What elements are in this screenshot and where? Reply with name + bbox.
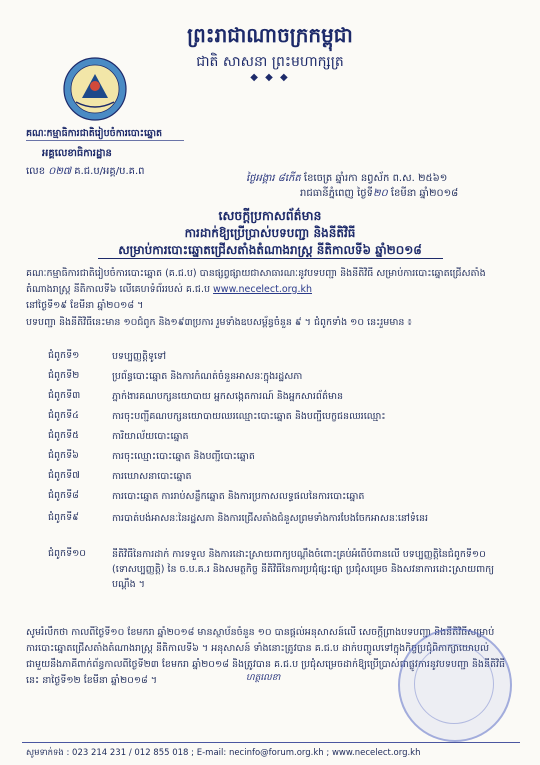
paragraph-2: បទបញ្ជា និងនីតិវិធីនេះមាន ១០ជំពូក និង១៩៣ប្រការ រួមទាំងឧបសម្ព័ន្ធចំនួន ៩ ។ ជំពូកទាំង ១០ នេះរួមមាន ៖ (26, 317, 412, 328)
ornament-divider: ◆ ◆ ◆ (250, 72, 290, 83)
contact-footer: សូមទាក់ទង : 023 214 231 / 012 855 018 ; E-mail: necinfo@forum.org.kh ; www.necelect.org.kh (26, 748, 421, 758)
footer-divider (22, 742, 520, 743)
chapter-item: ជំពូកទី១០ នីតិវិធីនៃការដាក់ ការទទួល និងការដោះស្រាយពាក្យបណ្តឹងចំពោះគ្រប់អំពើបំពានលើ បទប្បញ្ញត្តិនៃជំពូកទី១០ (ទោសប្បញ្ញត្តិ) នៃ ច.ប.គ.រ និងសមត្ថកិច្ច នីតិវិធីនៃការប្រជុំផ្សះផ្សា ប្រជុំសម្រេច និងសវនាការដោះស្រាយពាក្យបណ្តឹង ។ (48, 548, 495, 590)
paragraph-1-date: នៅថ្ងៃទី១៩ ខែមីនា ឆ្នាំ២០១៨ ។ (26, 300, 144, 311)
kingdom-heading: ព្រះរាជាណាចក្រកម្ពុជា (187, 23, 353, 47)
official-seal-stamp (398, 628, 512, 742)
solar-date-prefix: រាជធានីភ្នំពេញ ថ្ងៃទី (300, 188, 374, 199)
website-link[interactable]: www.necelect.org.kh (213, 284, 312, 295)
paragraph-3: សូមរំលឹកថា កាលពីថ្ងៃទី១០ ខែមករា ឆ្នាំ២០១៨ មានស្ថាប័នចំនួន ១០ បានផ្តល់អនុសាសន៍លើ សេចក្តីព្រាងបទបញ្ជា និងនីតិវិធីសម្រាប់ការបោះឆ្នោតជ្រើសតាំងតំណាងរាស្ត្រ នីតិកាលទី៦ ។ អនុសាសន៍ ទាំងនោះត្រូវបាន គ.ជ.ប ដាក់បញ្ចូលទៅក្នុងកិច្ចប្រជុំពិភាក្សាយោបល់ជាមួយនឹងភាគីពាក់ព័ន្ធកាលពីថ្ងៃទី២៣ ខែមករា ឆ្នាំ២០១៨ និងត្រូវបាន គ.ជ.ប ប្រជុំសម្រេចដាក់ឱ្យប្រើប្រាស់ជាផ្លូវការនូវបទបញ្ជា និងនីតិវិធីនេះ នាថ្ងៃទី១២ ខែមីនា ឆ្នាំ២០១៨ ។ (26, 627, 506, 686)
chapter-item: ជំពូកទី៤ ការចុះបញ្ជីគណបក្សនយោបាយឈរឈ្មោះបោះឆ្នោត និងបញ្ជីបេក្ខជនឈរឈ្មោះ (48, 410, 386, 422)
title-line-1: សេចក្តីប្រកាសព័ត៌មាន (218, 208, 322, 223)
solar-date (300, 186, 458, 201)
lunar-date-printed: ខែចេត្រ ឆ្នាំរកា នព្វស័ក ព.ស. ២៥៦១ (303, 173, 448, 184)
chapter-item: ជំពូកទី៨ ការបោះឆ្នោត ការរាប់សន្លឹកឆ្នោត និងការប្រកាសលទ្ធផលនៃការបោះឆ្នោត (48, 490, 365, 502)
chapter-list (48, 349, 508, 597)
chapter-item: ជំពូកទី៩ ការបាត់បង់អាសនៈនៃរដ្ឋសភា និងការជ្រើសតាំងជំនួសព្រមទាំងការបែងចែកអាសនៈនៅទំនេរ (48, 512, 428, 524)
org-divider (26, 140, 184, 141)
lunar-date-handwritten: ថ្ងៃអង្គារ ៨កើត (246, 173, 301, 184)
ref-suffix: គ.ជ.ប/អគ្គ/ប.គ.ព (74, 166, 145, 177)
title-line-3: សម្រាប់ការបោះឆ្នោតជ្រើសតាំងតំណាងរាស្ត្រ នីតិកាលទី៦ ឆ្នាំ២០១៨ (118, 243, 422, 257)
seal-inner-ring (414, 644, 494, 724)
lunar-date (246, 171, 447, 186)
ref-prefix: លេខ (26, 166, 46, 177)
title-line-2: ការដាក់ឱ្យប្រើប្រាស់បទបញ្ជា និងនីតិវិធី (184, 226, 356, 240)
chapter-item: ជំពូកទី៦ ការចុះឈ្មោះបោះឆ្នោត និងបញ្ជីបោះឆ្នោត (48, 450, 255, 462)
paragraph-1 (26, 266, 506, 314)
chapter-item: ជំពូកទី៥ ការិយាល័យបោះឆ្នោត (48, 430, 189, 442)
chapter-item: ជំពូកទី៧ ការឃោសនាបោះឆ្នោត (48, 470, 192, 482)
signature-mark: ហត្ថលេខា (246, 673, 281, 683)
national-motto: ជាតិ សាសនា ព្រះមហាក្សត្រ (196, 54, 344, 70)
ref-number-handwritten: ០២៧ (48, 166, 72, 177)
paragraph-1-text: គណៈកម្មាធិការជាតិរៀបចំការបោះឆ្នោត (គ.ជ.ប) បានផ្សព្វផ្សាយជាសាធារណៈនូវបទបញ្ជា និងនីតិវិធី សម្រាប់ការបោះឆ្នោតជ្រើសតាំងតំណាងរាស្ត្រ នីតិកាលទី៦ លើគេហទំព័ររបស់ គ.ជ.ប (26, 268, 486, 295)
chapter-item: ជំពូកទី៣ ភ្នាក់ងារគណបក្សនយោបាយ អ្នកសង្កេតការណ៍ និងអ្នកសារព័ត៌មាន (48, 390, 344, 402)
chapter-item: ជំពូកទី១ បទប្បញ្ញត្តិទូទៅ (48, 350, 167, 362)
title-underline (98, 258, 443, 259)
solar-day-handwritten: ២០ (373, 188, 388, 199)
nec-logo-icon (62, 56, 128, 122)
sender-organization: គណៈកម្មាធិការជាតិរៀបចំការបោះឆ្នោត (26, 128, 163, 139)
chapter-item: ជំពូកទី២ ប្រព័ន្ធបោះឆ្នោត និងការកំណត់ចំនួនអាសនៈក្នុងរដ្ឋសភា (48, 370, 303, 382)
reference-number (26, 164, 145, 179)
solar-date-suffix: ខែមីនា ឆ្នាំ២០១៨ (390, 188, 459, 199)
sender-department: អគ្គលេខាធិការដ្ឋាន (42, 148, 112, 159)
